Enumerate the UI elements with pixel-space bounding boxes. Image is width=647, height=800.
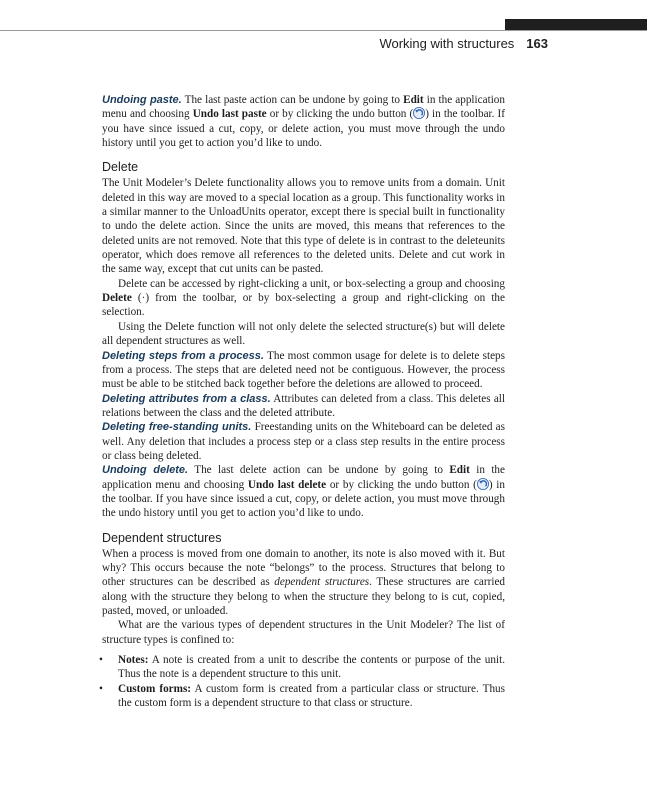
run-in-heading: Deleting steps from a process. <box>102 349 264 362</box>
page-body <box>102 93 505 710</box>
section-heading-delete: Delete <box>102 160 139 175</box>
section-heading-dependent-structures: Dependent structures <box>102 530 222 545</box>
deleting-attributes-paragraph <box>102 392 505 421</box>
text-run: (·) from the toolbar, or by box-selecting a group and right-clicking on the selection. <box>102 292 505 319</box>
text-run: or by clicking the undo button ( <box>266 108 414 121</box>
header-rule <box>0 30 647 31</box>
text-run: Delete can be accessed by right-clicking a unit, or box-selecting a group and choosing <box>118 277 505 290</box>
list-item-text: A note is created from a unit to describe the contents or purpose of the unit. Thus the note is a dependent structure to this unit. <box>118 654 505 681</box>
text-run: ) in the toolbar. If you have since issued a cut, copy, or delete action, you must move through the undo history until you get to action you’d like to undo. <box>102 478 506 520</box>
running-header <box>0 36 548 51</box>
list-item-label: Notes: <box>118 654 149 667</box>
list-item-text: A custom form is created from a particular class or structure. Thus the custom form is a dependent structure to that class or structure. <box>118 682 505 710</box>
deleting-steps-paragraph <box>102 349 505 392</box>
delete-paragraph-3: Using the Delete function will not only delete the selected structure(s) but will delete all dependent structures as well. <box>102 320 505 348</box>
text-run: When a process is moved from one domain to another, its note is also moved with it. But why? This occurs because the note “belongs” to the process. Structures that belong to other structures can be described as <box>102 547 505 589</box>
dependent-structure-list <box>102 653 505 710</box>
header-bar <box>505 19 647 30</box>
delete-paragraph-2 <box>102 277 505 320</box>
text-run: in the application menu and choosing <box>102 94 505 121</box>
run-in-heading: Undoing delete. <box>102 464 189 477</box>
menu-term-undo-last-delete: Undo last delete <box>247 478 327 491</box>
text-run: or by clicking the undo button ( <box>326 478 477 491</box>
delete-paragraph-1: The Unit Modeler’s Delete functionality allows you to remove units from a domain. Unit deleted in this way are moved to a special location as a group. This functionality works in a similar manner to the UnloadUnits operator, except there is special built in functionality to undo the delete action. Since the units are moved, this means that references to the deleted units are not removed. Note that this type of delete is in contrast to the deleteunits operator, which does remove all references to the deleted units. Delete and cut work in the same way, except that cut units can be pasted. <box>102 177 505 276</box>
text-run: Freestanding units on the Whiteboard can be deleted as well. Any deletion that includes a process step or a class step results in the entire process or class being deleted. <box>102 421 506 462</box>
menu-term-undo-last-paste: Undo last paste <box>192 108 267 121</box>
undo-delete-paragraph <box>102 463 505 520</box>
menu-term-edit: Edit <box>449 464 470 477</box>
text-run: in the application menu and choosing <box>102 464 505 491</box>
list-item <box>102 682 505 711</box>
run-in-heading: Undoing paste. <box>102 94 182 106</box>
undo-icon <box>477 478 489 490</box>
list-item <box>102 653 505 682</box>
menu-term-edit: Edit <box>403 94 424 106</box>
page-number: 163 <box>526 36 548 51</box>
text-run: ) in the toolbar. If you have since issued a cut, copy, or delete action, you must move through the undo history until you get to action you’d like to undo. <box>102 108 505 150</box>
text-run: The last paste action can be undone by going to <box>181 94 404 106</box>
dependent-paragraph-2: What are the various types of dependent structures in the Unit Modeler? The list of structure types is confined to: <box>102 619 505 646</box>
running-header-title: Working with structures <box>379 36 515 51</box>
dependent-paragraph-1 <box>102 547 505 619</box>
deleting-freestanding-paragraph <box>102 420 505 463</box>
list-item-label: Custom forms: <box>118 682 192 695</box>
run-in-heading: Deleting free-standing units. <box>102 421 252 434</box>
text-run: . These structures are carried along with the structure they belong to when the structure they belong to is cut, copied, pasted, moved, or unloaded. <box>102 576 506 617</box>
undo-paste-paragraph <box>102 93 505 150</box>
text-run: The last delete action can be undone by going to <box>188 464 450 477</box>
text-run: Attributes can deleted from a class. This deletes all relations between the class and the deleted attribute. <box>102 392 505 419</box>
run-in-heading: Deleting attributes from a class. <box>102 392 271 405</box>
emphasis-term: dependent structures <box>274 576 370 589</box>
text-run: The most common usage for delete is to delete steps from a process. The steps that are deleted need not be contiguous. However, the process must be able to be stitched back together before the deletions are allowed to proceed. <box>102 349 505 391</box>
undo-icon <box>413 107 425 119</box>
menu-term-delete: Delete <box>102 292 132 305</box>
